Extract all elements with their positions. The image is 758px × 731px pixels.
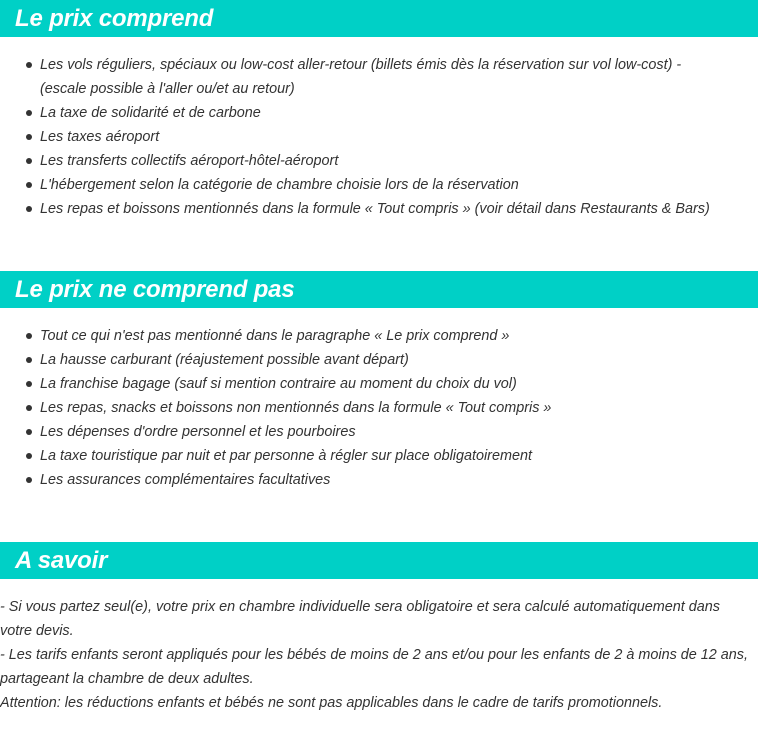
- list-item: [0, 396, 758, 420]
- list-item: [0, 444, 758, 468]
- list-item-text: La franchise bagage (sauf si mention contraire au moment du choix du vol): [40, 376, 517, 392]
- list-item-text: La taxe de solidarité et de carbone: [40, 105, 261, 121]
- list-item-text: Les taxes aéroport: [40, 129, 160, 145]
- excluded-list: [0, 324, 758, 492]
- list-item-text: Les repas et boissons mentionnés dans la formule « Tout compris » (voir détail dans Restaurants & Bars): [40, 201, 710, 217]
- list-item: [0, 53, 758, 101]
- bullet-icon: [26, 134, 32, 140]
- list-item: [0, 125, 758, 149]
- bullet-icon: [26, 110, 32, 116]
- bullet-icon: [26, 453, 32, 459]
- bullet-icon: [26, 357, 32, 363]
- info-note-solo: - Si vous partez seul(e), votre prix en chambre individuelle sera obligatoire et sera calculé automatiquement dans votre devis.: [0, 599, 720, 639]
- list-item-text: Tout ce qui n'est pas mentionné dans le paragraphe « Le prix comprend »: [40, 328, 510, 344]
- list-item: [0, 173, 758, 197]
- list-item: [0, 149, 758, 173]
- bullet-icon: [26, 333, 32, 339]
- list-item-text: Les assurances complémentaires facultatives: [40, 472, 331, 488]
- info-note-children: - Les tarifs enfants seront appliqués pour les bébés de moins de 2 ans et/ou pour les enfants de 2 à moins de 12 ans, partageant la chambre de deux adultes.: [0, 647, 748, 687]
- bullet-icon: [26, 405, 32, 411]
- list-item: [0, 101, 758, 125]
- bullet-icon: [26, 381, 32, 387]
- list-item-text: Les vols réguliers, spéciaux ou low-cost aller-retour (billets émis dès la réservation sur vol low-cost) - (escale possible à l'aller ou/et au retour): [40, 57, 682, 97]
- info-notes: [0, 595, 758, 715]
- section-title-excluded: Le prix ne comprend pas: [15, 276, 295, 303]
- bullet-icon: [26, 158, 32, 164]
- included-list: [0, 53, 758, 221]
- list-item: [0, 468, 758, 492]
- bullet-icon: [26, 477, 32, 483]
- list-item-text: Les repas, snacks et boissons non mentionnés dans la formule « Tout compris »: [40, 400, 552, 416]
- list-item-text: Les dépenses d'ordre personnel et les pourboires: [40, 424, 356, 440]
- bullet-icon: [26, 62, 32, 68]
- section-header-info: [0, 542, 758, 579]
- list-item: [0, 420, 758, 444]
- list-item: [0, 197, 758, 221]
- list-item-text: La hausse carburant (réajustement possible avant départ): [40, 352, 409, 368]
- bullet-icon: [26, 429, 32, 435]
- bullet-icon: [26, 182, 32, 188]
- info-note-warning: Attention: les réductions enfants et bébés ne sont pas applicables dans le cadre de tarifs promotionnels.: [0, 695, 663, 711]
- section-title-included: Le prix comprend: [15, 5, 214, 32]
- section-header-excluded: [0, 271, 758, 308]
- bullet-icon: [26, 206, 32, 212]
- section-header-included: [0, 0, 758, 37]
- list-item: [0, 348, 758, 372]
- section-title-info: A savoir: [15, 547, 108, 574]
- list-item: [0, 324, 758, 348]
- list-item-text: Les transferts collectifs aéroport-hôtel-aéroport: [40, 153, 339, 169]
- list-item: [0, 372, 758, 396]
- list-item-text: L'hébergement selon la catégorie de chambre choisie lors de la réservation: [40, 177, 519, 193]
- list-item-text: La taxe touristique par nuit et par personne à régler sur place obligatoirement: [40, 448, 532, 464]
